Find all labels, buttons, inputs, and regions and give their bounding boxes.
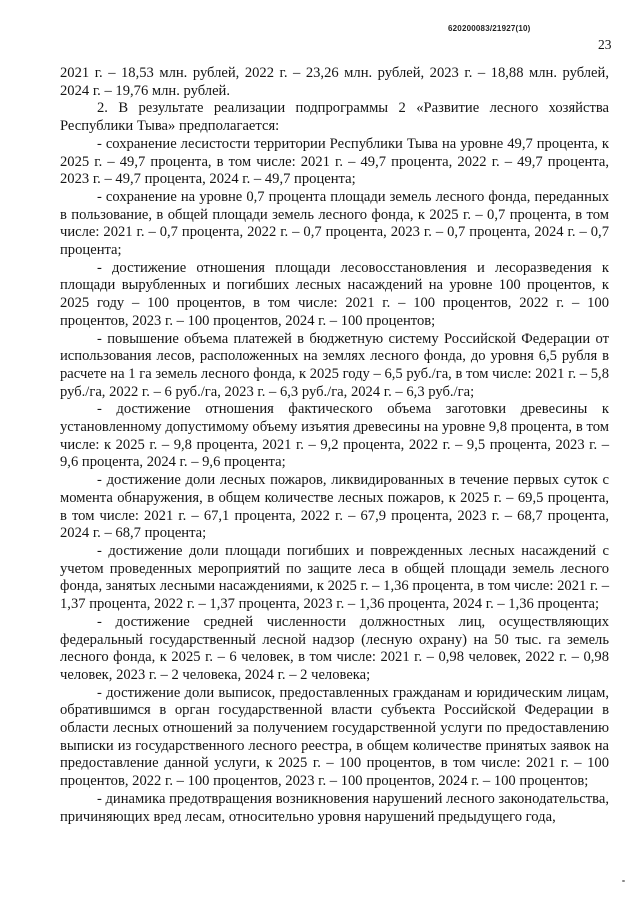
paragraph-forest-land-use: - сохранение на уровне 0,7 процента площади земель лесного фонда, переданных в пользование, в общей площади земель лесного фонда, к 2025 г. – 0,7 процента, в том числе: 2021 г. – 0,7 процента, 2022 г. – 0,7 процента, 2023 г. – 0,7 процента, 2024 г. – 0,7 процента; xyxy=(60,188,609,259)
paragraph-violation-prevention: - динамика предотвращения возникновения нарушений лесного законодательства, причиняющих вред лесам, относительно уровня нарушений предыдущего года, xyxy=(60,790,609,825)
paragraph-forest-cover: - сохранение лесистости территории Республики Тыва на уровне 49,7 процента, к 2025 г. – 49,7 процента, в том числе: 2021 г. – 49,7 процента, 2022 г. – 49,7 процента, 2023 г. – 49,7 процента, 2024 г. – 49,7 процента; xyxy=(60,135,609,188)
paragraph-forest-supervision: - достижение средней численности должностных лиц, осуществляющих федеральный государственный лесной надзор (лесную охрану) на 50 тыс. га земель лесного фонда, к 2025 г. – 6 человек, в том числе: 2021 г. – 0,98 человек, 2022 г. – 0,98 человек, 2023 г. – 2 человека, 2024 г. – 2 человека; xyxy=(60,613,609,683)
document-body xyxy=(60,65,609,826)
paragraph-reforestation-ratio: - достижение отношения площади лесовосстановления и лесоразведения к площади вырубленных и погибших лесных насаждений на уровне 100 процентов, к 2025 году – 100 процентов, в том числе: 2021 г. – 100 процентов, 2022 г. – 100 процентов, 2023 г. – 100 процентов, 2024 г. – 100 процентов; xyxy=(60,259,609,329)
paragraph-registry-extracts: - достижение доли выписок, предоставленных гражданам и юридическим лицам, обратившимся в орган государственной власти субъекта Российской Федерации в области лесных отношений за получением государственной услуги по предоставлению выписки из государственного лесного реестра, в общем количестве принятых заявок на предоставление данной услуги, к 2025 г. – 100 процентов, в том числе: 2021 г. – 100 процентов, 2022 г. – 100 процентов, 2023 г. – 100 процентов, 2024 г. – 100 процентов; xyxy=(60,684,609,790)
page-number: 23 xyxy=(598,37,612,52)
scan-speck xyxy=(622,880,625,882)
document-registration-code: 620200083/21927(10) xyxy=(448,24,531,33)
paragraph-damaged-forests: - достижение доли площади погибших и поврежденных лесных насаждений с учетом проведенных мероприятий по защите леса в общей площади земель лесного фонда, занятых лесными насаждениями, к 2025 г. – 1,36 процента, в том числе: 2021 г. – 1,37 процента, 2022 г. – 1,37 процента, 2023 г. – 1,36 процента, 2024 г. – 1,36 процента; xyxy=(60,542,609,613)
paragraph-timber-harvest: - достижение отношения фактического объема заготовки древесины к установленному допустимому объему изъятия древесины на уровне 9,8 процента, в том числе: к 2025 г. – 9,8 процента, 2021 г. – 9,2 процента, 2022 г. – 9,5 процента, 2023 г. – 9,6 процента, 2024 г. – 9,6 процента; xyxy=(60,401,609,471)
paragraph-forest-fires: - достижение доли лесных пожаров, ликвидированных в течение первых суток с момента обнаружения, в общем количестве лесных пожаров, к 2025 г. – 69,5 процента, в том числе: 2021 г. – 67,1 процента, 2022 г. – 67,9 процента, 2023 г. – 68,7 процента, 2024 г. – 68,7 процента; xyxy=(60,472,609,542)
paragraph-budget-payments: - повышение объема платежей в бюджетную систему Российской Федерации от использования лесов, расположенных на землях лесного фонда, до уровня 6,5 рубля в расчете на 1 га земель лесного фонда, к 2025 году – 6,5 руб./га, в том числе: 2021 г. – 5,8 руб./га, 2022 г. – 6 руб./га, 2023 г. – 6,3 руб./га, 2024 г. – 6,3 руб./га; xyxy=(60,330,609,400)
paragraph-subprogram-intro: 2. В результате реализации подпрограммы 2 «Развитие лесного хозяйства Республики Тыва» предполагается: xyxy=(60,100,609,135)
paragraph-budget-continuation: 2021 г. – 18,53 млн. рублей, 2022 г. – 23,26 млн. рублей, 2023 г. – 18,88 млн. рублей, 2024 г. – 19,76 млн. рублей. xyxy=(60,65,609,99)
